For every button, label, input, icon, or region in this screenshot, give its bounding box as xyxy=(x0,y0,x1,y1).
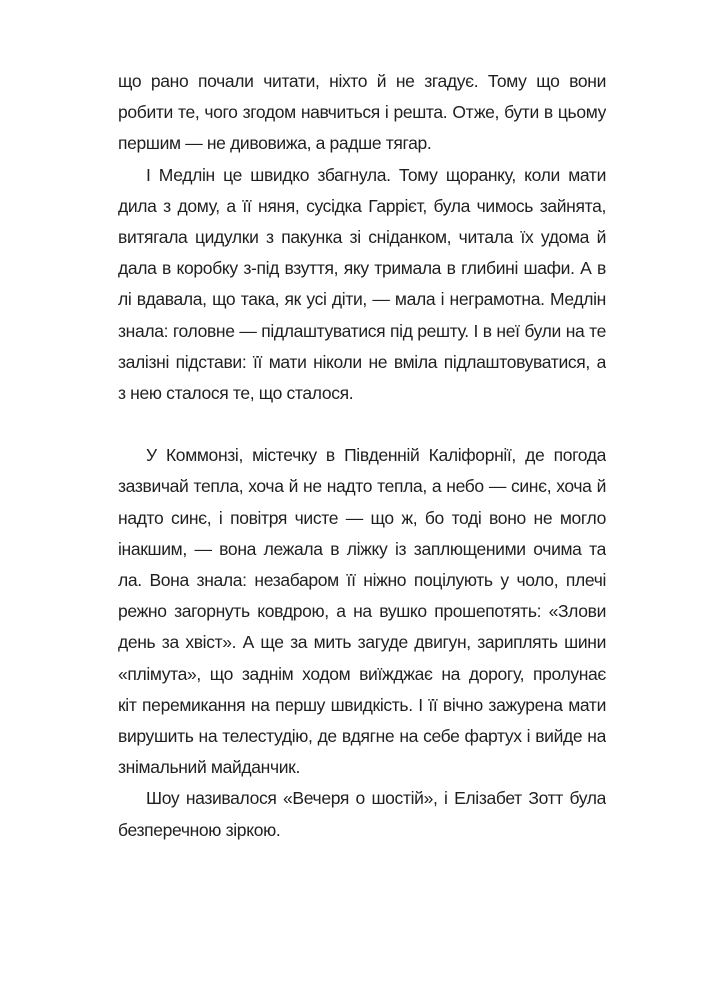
text-line: кіт перемикання на першу швидкість. І її вічно зажурена мати xyxy=(118,694,606,715)
text-line: вирушить на телестудію, де вдягне на себе фартух і вийде на xyxy=(118,725,606,746)
text-line: Шоу називалося «Вечеря о шостій», і Елізабет Зотт була xyxy=(146,788,606,809)
text-line: першим — не дивовижа, а радше тягар. xyxy=(118,133,432,154)
text-line: І Медлін це швидко збагнула. Тому щоранку, коли мати xyxy=(146,164,606,185)
text-line: день за хвіст». А ще за мить загуде двигун, зариплять шини xyxy=(118,632,606,653)
section-break xyxy=(118,409,606,440)
text-line: що рано почали читати, ніхто й не згадує. Тому що вони xyxy=(118,71,606,91)
paragraph xyxy=(118,783,606,845)
text-line: режно загорнуть ковдрою, а на вушко прошепотять: «Злови xyxy=(118,601,606,622)
paragraph xyxy=(118,160,606,410)
text-line: ла. Вона знала: незабаром її ніжно поцілують у чоло, плечі xyxy=(118,570,606,590)
paragraph xyxy=(118,440,606,783)
paragraph xyxy=(118,66,606,160)
text-line: з нею сталося те, що сталося. xyxy=(118,382,354,403)
text-line: інакшим, — вона лежала в ліжку із заплющеними очима та xyxy=(118,538,606,559)
text-line: знімальний майданчик. xyxy=(118,757,300,778)
text-line: дала в коробку з-під взуття, яку тримала в глибині шафи. А в xyxy=(118,258,606,279)
text-line: «плімута», що заднім ходом виїжджає на дорогу, пролунає xyxy=(118,663,606,684)
text-line: У Коммонзі, містечку в Південній Каліфорнії, де погода xyxy=(146,445,606,466)
text-line: робити те, чого згодом навчиться і решта. Отже, бути в цьому xyxy=(118,102,606,123)
body-text xyxy=(118,66,606,846)
text-line: витягала цидулки з пакунка зі сніданком, читала їх удома й xyxy=(118,226,606,247)
text-line: знала: головне — підлаштуватися під решту. І в неї були на те xyxy=(118,320,606,341)
text-line: безперечною зіркою. xyxy=(118,819,281,840)
text-line: залізні підстави: її мати ніколи не вміла підлаштовуватися, а xyxy=(118,351,606,372)
text-line: дила з дому, а її няня, сусідка Гаррієт, була чимось зайнята, xyxy=(118,195,606,216)
text-line: зазвичай тепла, хоча й не надто тепла, а небо — синє, хоча й xyxy=(118,476,606,497)
text-line: лі вдавала, що така, як усі діти, — мала і неграмотна. Медлін xyxy=(118,289,606,310)
text-line: надто синє, і повітря чисте — що ж, бо тоді воно не могло xyxy=(118,507,606,528)
